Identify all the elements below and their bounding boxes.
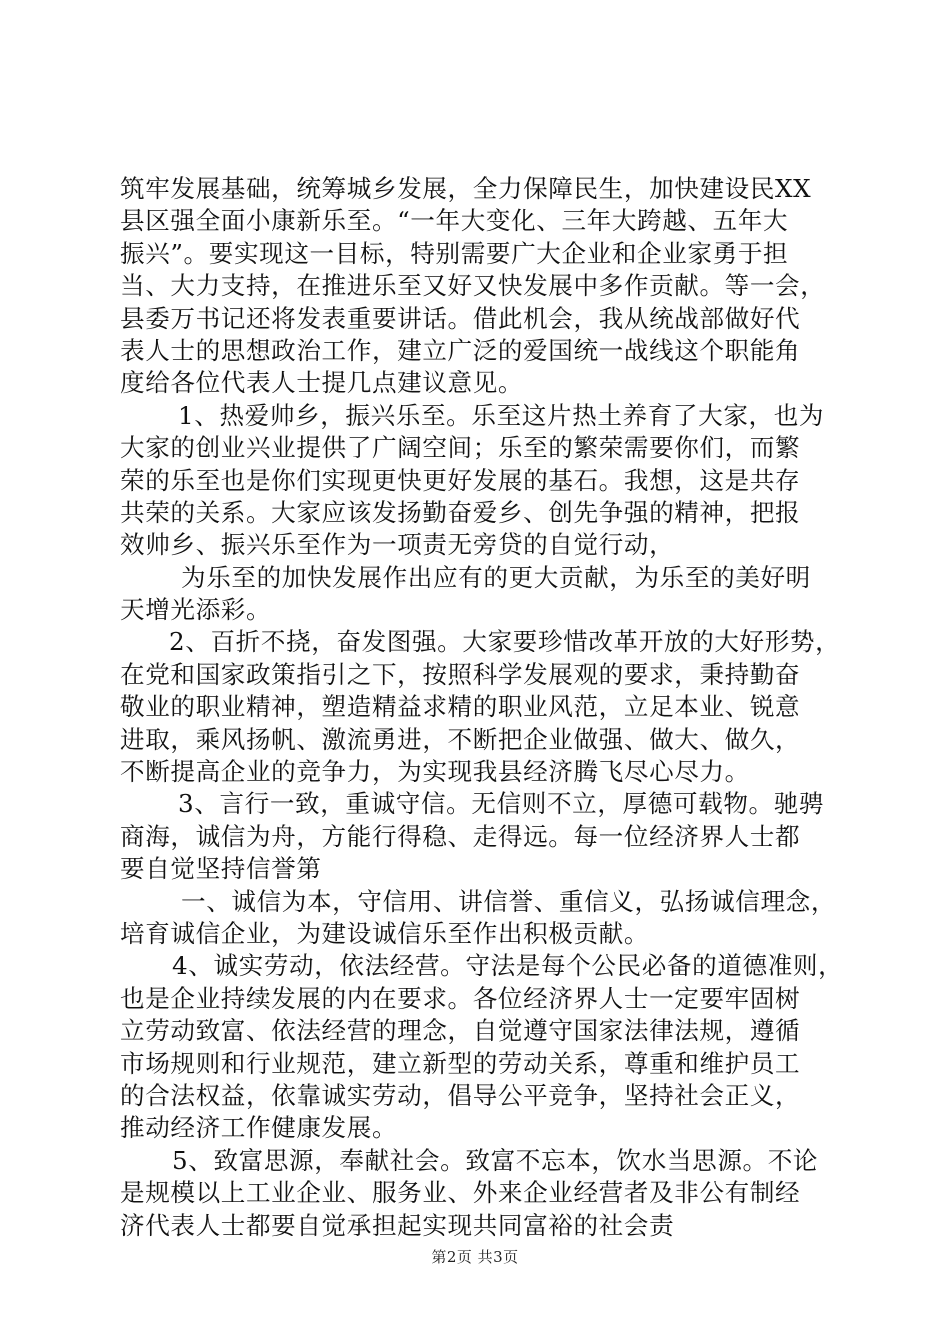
text-line: 也是企业持续发展的内在要求。各位经济界人士一定要牢固树: [120, 983, 801, 1013]
text-line: 推动经济工作健康发展。: [120, 1113, 398, 1143]
page-number-footer: 第2页 共3页: [431, 1248, 519, 1266]
text-line: 在党和国家政策指引之下，按照科学发展观的要求，秉持勤奋: [120, 659, 801, 689]
paragraph-2-start: 2、百折不挠，奋发图强。大家要珍惜改革开放的大好形势，: [169, 627, 841, 657]
text-line: 表人士的思想政治工作，建立广泛的爱国统一战线这个职能角: [120, 335, 801, 365]
paragraph-4-start: 4、诚实劳动，依法经营。守法是每个公民必备的道德准则，: [172, 951, 844, 981]
text-line: 敬业的职业精神，塑造精益求精的职业风范，立足本业、锐意: [120, 692, 801, 722]
text-line: 筑牢发展基础，统筹城乡发展，全力保障民生，加快建设民XX: [120, 174, 812, 203]
text-line: 当、大力支持，在推进乐至又好又快发展中多作贡献。等一会，: [120, 271, 826, 301]
text-line-continued: 一、诚信为本，守信用、讲信誉、重信义，弘扬诚信理念，: [181, 886, 837, 916]
text-line: 天增光添彩。: [120, 595, 272, 625]
text-line: 立劳动致富、依法经营的理念，自觉遵守国家法律法规，遵循: [120, 1016, 801, 1046]
text-line: 的合法权益，依靠诚实劳动，倡导公平竞争，坚持社会正义，: [120, 1080, 801, 1110]
paragraph-1-start: 1、热爱帅乡，振兴乐至。乐至这片热土养育了大家，也为: [178, 400, 825, 430]
paragraph-5-start: 5、致富思源，奉献社会。致富不忘本，饮水当思源。不论: [172, 1145, 819, 1175]
text-line: 进取，乘风扬帆、激流勇进，不断把企业做强、做大、做久，: [120, 724, 801, 754]
text-line: 不断提高企业的竞争力，为实现我县经济腾飞尽心尽力。: [120, 757, 750, 787]
paragraph-3-start: 3、言行一致，重诚守信。无信则不立，厚德可载物。驰骋: [178, 789, 825, 819]
text-line: 效帅乡、振兴乐至作为一项责无旁贷的自觉行动，: [120, 530, 675, 560]
text-line: 度给各位代表人士提几点建议意见。: [120, 368, 524, 398]
text-line: 培育诚信企业，为建设诚信乐至作出积极贡献。: [120, 918, 650, 948]
text-line: 商海，诚信为舟，方能行得稳、走得远。每一位经济界人士都: [120, 821, 801, 851]
document-body: [120, 173, 844, 1242]
text-line: 市场规则和行业规范，建立新型的劳动关系，尊重和维护员工: [120, 1048, 801, 1078]
text-line: 大家的创业兴业提供了广阔空间；乐至的繁荣需要你们，而繁: [120, 433, 801, 463]
text-line: 县委万书记还将发表重要讲话。借此机会，我从统战部做好代: [120, 303, 801, 333]
text-line: 要自觉坚持信誉第: [120, 854, 322, 884]
text-line: 振兴”。要实现这一目标，特别需要广大企业和企业家勇于担: [120, 238, 789, 268]
text-line: 是规模以上工业企业、服务业、外来企业经营者及非公有制经: [120, 1178, 801, 1208]
text-line: 县区强全面小康新乐至。“一年大变化、三年大跨越、五年大: [120, 206, 789, 236]
text-line: 荣的乐至也是你们实现更快更好发展的基石。我想，这是共存: [120, 465, 801, 495]
text-line: 济代表人士都要自觉承担起实现共同富裕的社会责: [120, 1210, 675, 1240]
text-line: 共荣的关系。大家应该发扬勤奋爱乡、创先争强的精神，把报: [120, 497, 801, 527]
text-line-continued: 为乐至的加快发展作出应有的更大贡献，为乐至的美好明: [181, 562, 811, 592]
